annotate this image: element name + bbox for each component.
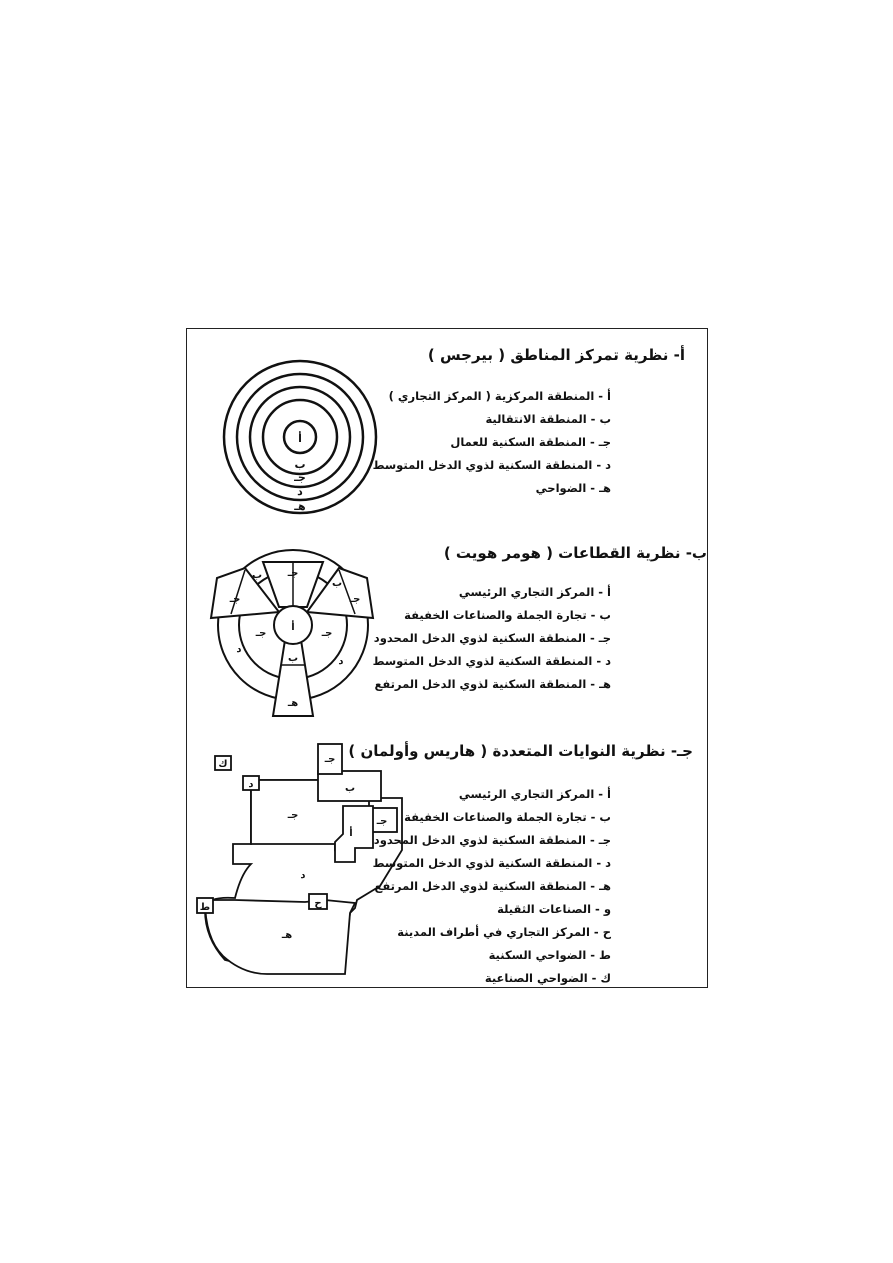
legend-item: جـ - المنطقة السكنية لذوي الدخل المحدود [373,833,611,847]
zone-high-income [205,900,355,974]
zone-label-b: ب [294,458,306,471]
zone-label-j: جـ [294,471,306,484]
legend-item: هـ - المنطقة السكنية لذوي الدخل المرتفع [374,879,611,893]
legend-item: و - الصناعات الثقيلة [497,902,611,916]
legend-item: هـ - المنطقة السكنية لذوي الدخل المرتفع [374,677,611,691]
sector-label-j: جـ [287,568,299,579]
sector-label-b: ب [251,570,263,581]
legend-item: أ - المنطقة المركزية ( المركز التجاري ) [388,389,611,403]
sector-label-j: جـ [349,594,361,605]
nuclei-label-ta: ط [199,902,211,913]
zone-label-h: هـ [294,500,306,513]
nuclei-label-j: جـ [376,816,388,827]
nuclei-label-d: د [300,870,306,881]
section-a-title: أ- نظرية تمركز المناطق ( بيرجس ) [427,346,685,364]
sector-label-b: ب [331,578,343,589]
zone-label-a: أ [298,432,302,445]
legend-item: ب - تجارة الجملة والصناعات الخفيفة [404,810,611,824]
sector-label-b: ب [287,653,299,664]
sector-label-d: د [338,656,344,667]
legend-item: أ - المركز التجاري الرئيسي [458,787,611,801]
legend-item: د - المنطقة السكنية لذوي الدخل المتوسط [372,654,611,668]
nuclei-label-d: د [248,779,254,790]
legend-item: جـ - المنطقة السكنية للعمال [450,435,611,449]
sector-label-a: أ [291,622,295,633]
sector-model-diagram [205,540,380,722]
section-c-title: جـ- نظرية النوايات المتعددة ( هاريس وأولمان ) [348,742,693,760]
legend-item: ط - الضواحي السكنية [488,948,611,962]
nuclei-label-a: أ [349,828,353,839]
legend-item: ب - المنطقة الانتقالية [485,412,611,426]
nuclei-label-b: ب [344,783,356,794]
concentric-zone-diagram [220,355,380,520]
legend-item: ب - تجارة الجملة والصناعات الخفيفة [404,608,611,622]
sector-label-j: جـ [321,628,333,639]
section-b-legend [373,581,611,696]
nuclei-label-ha: ح [314,898,322,909]
section-a-legend [373,385,611,500]
zone-label-d: د [297,485,303,498]
section-c-legend [373,783,611,990]
legend-item: هـ - الضواحي [535,481,611,495]
section-b-title: ب- نظرية القطاعات ( هومر هويت ) [443,544,707,562]
nuclei-label-h: هـ [281,930,293,941]
sector-label-j: جـ [229,594,241,605]
nuclei-label-j: جـ [324,754,336,765]
legend-item: ح - المركز التجاري في أطراف المدينة [397,925,611,939]
legend-item: أ - المركز التجاري الرئيسي [458,585,611,599]
legend-item: ك - الضواحي الصناعية [484,971,611,985]
nuclei-label-ka: ك [218,759,228,770]
legend-item: جـ - المنطقة السكنية لذوي الدخل المحدود [373,631,611,645]
sector-label-h: هـ [287,698,299,709]
sector-label-j: جـ [255,628,267,639]
legend-item: د - المنطقة السكنية لذوي الدخل المتوسط [372,458,611,472]
nuclei-label-j: جـ [287,810,299,821]
legend-item: د - المنطقة السكنية لذوي الدخل المتوسط [372,856,611,870]
sector-label-d: د [236,644,242,655]
